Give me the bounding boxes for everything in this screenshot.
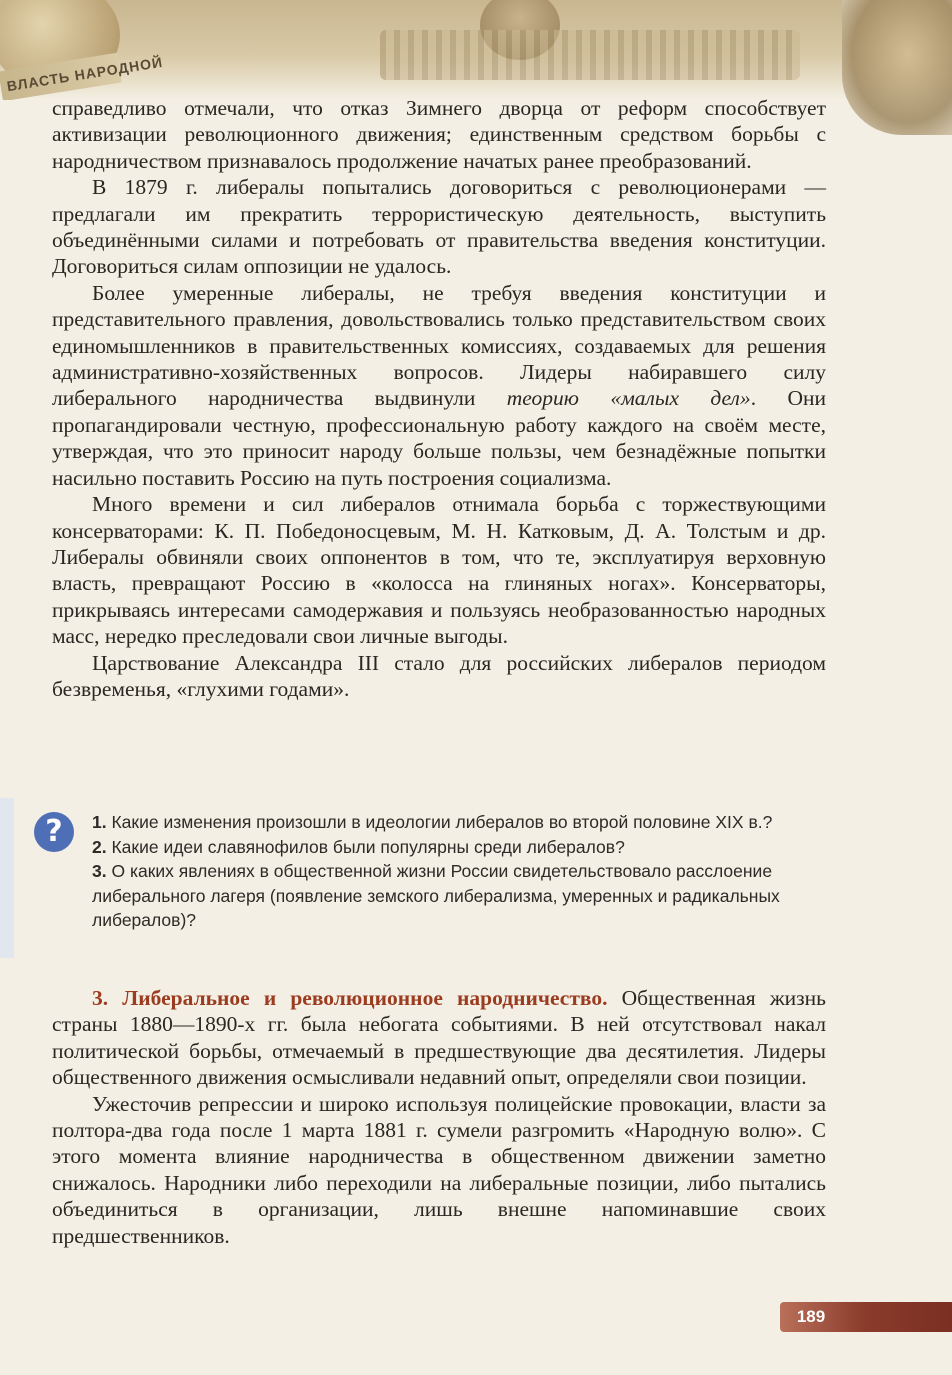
paragraph: Много времени и сил либералов отнимала борьба с торжествующими консерваторами: К. П. Победоносцевым, М. Н. Катковым, Д. А. Толстым и др. Либералы обвиняли своих оппонентов в том, что те, эксплуатируя верховную власть, превращают Россию в «колосса на глиняных ногах». Консерваторы, прикрываясь интересами самодержавия и пользуясь необразованностью народных масс, нередко преследовали свои личные выгоды. (52, 492, 826, 649)
paragraph: Царствование Александра III стало для российских либералов периодом безвременья, «глухими годами». (52, 650, 826, 701)
term-emphasis: теорию «малых дел» (506, 386, 751, 411)
page-number: 189 (796, 1307, 826, 1326)
paragraph: справедливо отмечали, что отказ Зимнего дворца от реформ способствует активизации революционного движения; единственным средством борьбы с народничеством признавалось продолжение начатых ранее преобразований. (52, 96, 826, 173)
paragraph-text: . Они пропагандировали честную, профессиональную работу каждого на своём месте, утверждая, что это приносит народу больше пользы, чем безнадёжные попытки насильно поставить Россию на путь построения социализма. (52, 386, 826, 490)
review-questions (92, 810, 826, 933)
paragraph-text: Общественная жизнь страны 1880—1890-х гг. была небогата событиями. В ней отсутствовал накал политической борьбы, отмечаемый в предшествующие два десятилетия. Лидеры общественного движения осмысливали недавний опыт, определяли свои позиции. (52, 986, 826, 1090)
question-number: 2. (92, 836, 107, 857)
question-item (92, 859, 826, 933)
paragraph-text: Более умеренные либералы, не требуя введения конституции и представительного правления, довольствовались только представительством своих единомышленников в правительственных комиссиях, создаваемых для решения административно-хозяйственных вопросов. Лидеры набиравшего силу либерального народничества выдвинули (52, 280, 826, 411)
header-illustration (0, 0, 952, 100)
questions-margin-panel (0, 798, 14, 958)
main-text (52, 95, 826, 702)
banner-text: ВЛАСТЬ НАРОДНОЙ (5, 53, 165, 95)
question-text: Какие изменения произошли в идеологии либералов во второй половине XIX в.? (111, 812, 773, 832)
portrait-image-right (842, 0, 952, 135)
paragraph (52, 985, 826, 1091)
paragraph (52, 280, 826, 491)
crowd-image (380, 30, 800, 80)
question-text: Какие идеи славянофилов были популярны среди либералов? (111, 836, 625, 857)
question-number: 3. (92, 861, 107, 882)
section-3 (52, 985, 826, 1249)
question-number: 1. (92, 812, 107, 832)
question-text: О каких явлениях в общественной жизни России свидетельствовало расслоение либерального лагеря (появление земского либерализма, умеренных и радикальных либералов)? (92, 861, 780, 931)
question-item (92, 810, 826, 835)
paragraph: Ужесточив репрессии и широко используя полицейские провокации, власти за полтора-два года после 1 марта 1881 г. сумели разгромить «Народную волю». С этого момента влияние народничества в общественном движении заметно снижалось. Народники либо переходили на либеральные позиции, либо пытались объединиться в организации, лишь внешне напоминавшие своих предшественников. (52, 1091, 826, 1248)
paragraph: В 1879 г. либералы попытались договориться с революционерами — предлагали им прекратить террористическую деятельность, выступить объединёнными силами и потребовать от правительства введения конституции. Договориться силам оппозиции не удалось. (52, 175, 826, 279)
question-item (92, 835, 826, 860)
section-title: 3. Либеральное и революционное народничество. (92, 986, 608, 1010)
question-mark-icon: ? (34, 812, 74, 852)
